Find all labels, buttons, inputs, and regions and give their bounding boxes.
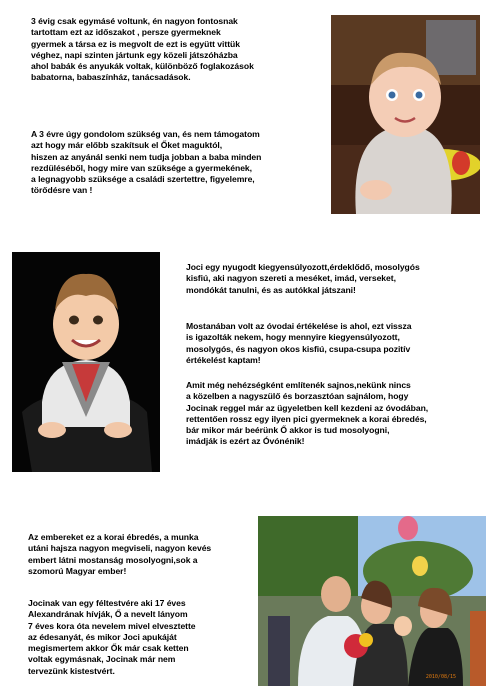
family-group-photo <box>258 516 486 686</box>
toddler-portrait-photo <box>12 252 160 472</box>
baby-crawling-photo <box>331 15 480 214</box>
section1-paragraph1: 3 évig csak egymásé voltunk, én nagyon fontosnak tartottam ezt az időszakot , persze gyermeknek gyermek a társa ez is megvolt de ezt is együtt vittük véghez, napi szinten jártunk egy közeli játszóházba ahol babák és anyukák voltak, különböző foglakozások babatorna, babaszínház, tanácsadások. <box>31 16 254 83</box>
section3-paragraph1: Az embereket ez a korai ébredés, a munka utáni hajsza nagyon megviseli, nagyon kevés embert látni mostanság mosolyogni,sok a szomorú Magyar ember! <box>28 532 212 576</box>
section2-paragraph3: Amit még nehézségként említenék sajnos,nekünk nincs a közelben a nagyszülő és borzasztóan sajnálom, hogy Jocinak reggel már az ügyeletben kell kezdeni az óvodában, rettentően rossz egy ilyen pici gyermeknek a korai ébredés, bár mikor már beérünk Ő akkor is tud mosolyogni, imádják is ezért az Óvónénik! <box>186 380 429 447</box>
section3-paragraph2: Jocinak van egy féltestvére aki 17 éves Alexandrának hívják, Ő a nevelt lányom 7 éves kora óta nevelem mivel elvesztette az édesanyát, és mikor Joci apukáját megismertem akkor Ők már csak ketten voltak egymásnak, Jocinak már nem tervezünk kistestvért. <box>28 598 196 676</box>
section1-paragraph2: A 3 évre úgy gondolom szükség van, és nem támogatom azt hogy már előbb szakítsuk el Őket maguktól, hiszen az anyánál senki nem tudja jobban a baba minden rezdüléséből, hogy mire van szüksége a gyermekének, a legnagyobb szüksége a családi szertettre, figyelemre, törődésre van ! <box>31 129 262 196</box>
section2-paragraph1: Joci egy nyugodt kiegyensúlyozott,érdeklődő, mosolygós kisfiú, aki nagyon szereti a meséket, imád, verseket, mondókát tanulni, és as autókkal játszani! <box>186 262 420 295</box>
photo-date-stamp: 2010/08/15 <box>425 674 456 680</box>
section2-paragraph2: Mostanában volt az óvodai értékelése is ahol, ezt vissza is igazolták nekem, hogy mennyire kiegyensúlyozott, mosolygós, és nagyon okos kisfiú, csupa-csupa pozitív értékelést kaptam! <box>186 321 412 365</box>
